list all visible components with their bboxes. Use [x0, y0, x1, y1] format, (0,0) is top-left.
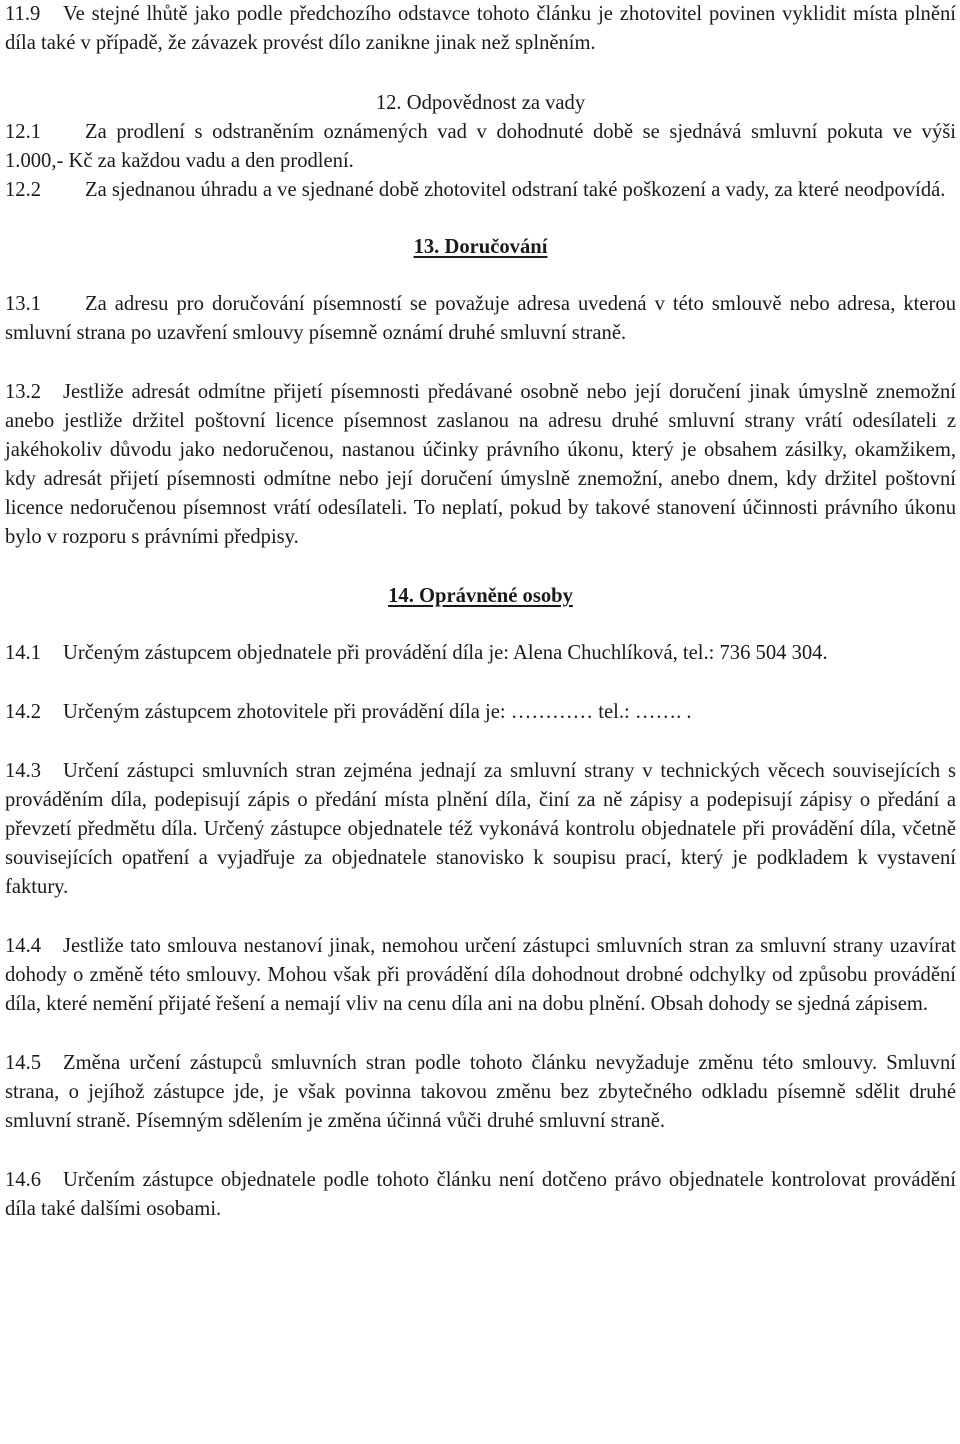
paragraph-12-1 [5, 118, 956, 176]
paragraph-13-1 [5, 290, 956, 348]
paragraph-text: Jestliže tato smlouva nestanoví jinak, nemohou určení zástupci smluvních stran za smluvní strany uzavírat dohody o změně této smlouvy. Mohou však při provádění díla dohodnout drobné odchylky od způsobu provádění díla, které nemění přijaté řešení a nemají vliv na cenu díla ani na dobu plnění. Obsah dohody se sjedná zápisem. [5, 935, 956, 1015]
paragraph-number: 14.5 [5, 1052, 42, 1074]
paragraph-number: 12.1 [5, 121, 42, 143]
paragraph-12-2 [5, 176, 956, 205]
section-heading-13: 13. Doručování [413, 236, 548, 258]
paragraph-number: 14.2 [5, 701, 42, 723]
paragraph-text: Jestliže adresát odmítne přijetí písemnosti předávané osobně nebo její doručení jinak úmyslně znemožní anebo jestliže držitel poštovní licence písemnost zaslanou na adresu druhé smluvní strany vrátí odesílateli z jakéhokoliv důvodu jako nedoručenou, nastanou účinky právního úkonu, který je obsahem zásilky, okamžikem, kdy adresát přijetí písemnosti odmítne nebo její doručení úmyslně znemožní, anebo dnem, kdy držitel poštovní licence nedoručenou písemnost vrátí odesílateli. To neplatí, pokud by takové stanovení účinnosti právního úkonu bylo v rozporu s právními předpisy. [5, 381, 956, 548]
paragraph-number: 12.2 [5, 179, 42, 201]
paragraph-number: 13.2 [5, 381, 42, 403]
paragraph-number: 14.3 [5, 760, 42, 782]
paragraph-14-2 [5, 698, 956, 727]
paragraph-text: Určeným zástupcem objednatele při provádění díla je: Alena Chuchlíková, tel.: 736 504 304. [63, 642, 828, 664]
paragraph-number: 13.1 [5, 293, 42, 315]
paragraph-text: Za prodlení s odstraněním oznámených vad v dohodnuté době se sjednává smluvní pokuta ve výši 1.000,- Kč za každou vadu a den prodlení. [5, 121, 956, 172]
paragraph-13-2 [5, 378, 956, 552]
paragraph-text: Za adresu pro doručování písemností se považuje adresa uvedená v této smlouvě nebo adresa, kterou smluvní strana po uzavření smlouvy písemně oznámí druhé smluvní straně. [5, 293, 956, 344]
paragraph-number: 11.9 [5, 3, 41, 25]
paragraph-number: 14.6 [5, 1169, 42, 1191]
paragraph-14-4 [5, 932, 956, 1019]
paragraph-14-3 [5, 757, 956, 902]
paragraph-text: Určením zástupce objednatele podle tohoto článku není dotčeno právo objednatele kontrolovat provádění díla také dalšími osobami. [5, 1169, 956, 1220]
paragraph-text: Ve stejné lhůtě jako podle předchozího odstavce tohoto článku je zhotovitel povinen vyklidit místa plnění díla také v případě, že závazek provést dílo zanikne jinak než splněním. [5, 3, 956, 54]
paragraph-text: Změna určení zástupců smluvních stran podle tohoto článku nevyžaduje změnu této smlouvy. Smluvní strana, o jejíhož zástupce jde, je však povinna takovou změnu bez zbytečného odkladu písemně sdělit druhé smluvní straně. Písemným sdělením je změna účinná vůči druhé smluvní straně. [5, 1052, 956, 1132]
paragraph-text: Určeným zástupcem zhotovitele při provádění díla je: ………… tel.: ……. . [63, 701, 692, 723]
paragraph-14-1 [5, 639, 956, 668]
paragraph-14-5 [5, 1049, 956, 1136]
paragraph-number: 14.4 [5, 935, 42, 957]
paragraph-text: Určení zástupci smluvních stran zejména jednají za smluvní strany v technických věcech souvisejících s prováděním díla, podepisují zápis o předání místa plnění díla, činí za ně zápisy a podepisují zápisy o předání a převzetí předmětu díla. Určený zástupce objednatele též vykonává kontrolu objednatele při provádění díla, včetně souvisejících opatření a vyjadřuje za objednatele stanovisko k soupisu prací, který je podkladem k vystavení faktury. [5, 760, 956, 898]
section-heading-14: 14. Oprávněné osoby [388, 585, 573, 607]
paragraph-14-6 [5, 1166, 956, 1224]
paragraph-11-9 [5, 0, 956, 58]
paragraph-text: Za sjednanou úhradu a ve sjednané době zhotovitel odstraní také poškození a vady, za které neodpovídá. [85, 179, 946, 201]
paragraph-number: 14.1 [5, 642, 42, 664]
section-heading-12: 12. Odpovědnost za vady [375, 92, 586, 114]
